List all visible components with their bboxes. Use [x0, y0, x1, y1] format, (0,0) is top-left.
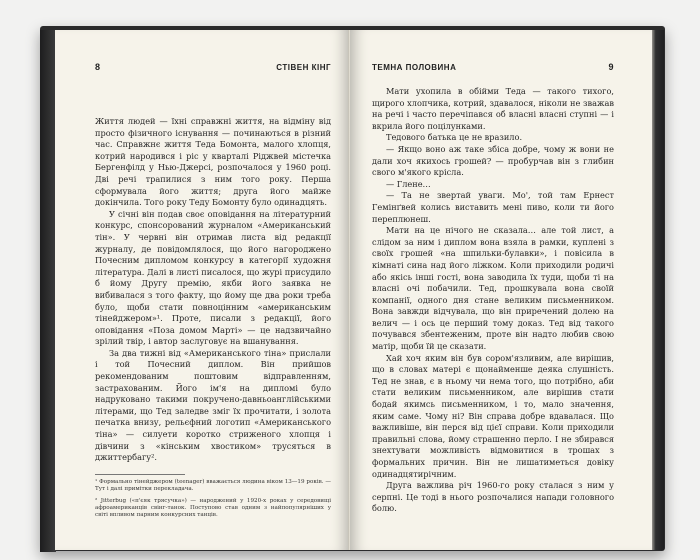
footnote-1: ¹ Формально тінейджером (teenager) вважається людина віком 13—19 років. — Тут і далі примітки перекладача. [95, 478, 331, 493]
right-page-body [372, 86, 614, 515]
right-paragraph-4: — Глене… [386, 178, 431, 189]
book-edge-left [40, 30, 56, 552]
footnote-2: ² Jitterbug («п'єяк трясучка») — народжений у 1920-х роках у середовищі афроамериканців свінг-танок. Поступово став одним з найпопулярніших у світі впливом парним конкурсних танців. [95, 497, 331, 519]
right-paragraph-1: Мати ухопила в обійми Теда — такого тихого, щирого хлопчика, котрий, здавалося, ніколи не зважав на речі і часто перечіпався об власні власні ступні — і вкрила його поцілунками. [372, 86, 614, 131]
right-page-header [372, 60, 614, 74]
left-page-header [95, 60, 331, 74]
left-paragraph-2: У січні він подав своє оповідання на літературний конкурс, спонсорований журналом «Американський тін». У червні він отримав листа від редакції журналу, де повідомлялося, що його нагороджено Почесним дипломом конкурсу в категорії художня література. Далі в листі писалося, що журі присудило б йому Другу премію, якби його заявка не вибивалася з того факту, що йому ще два роки треба було, щоби стати повноцінним «американським тінейджером»¹. Проте, писали з редакції, його оповідання «Поза домом Марті» — це надзвичайно зрілий твір, і автор заслуговує на вшанування. [95, 208, 331, 347]
right-page-number: 9 [608, 62, 614, 72]
right-paragraph-2: Тедового батька це не вразило. [386, 132, 523, 143]
right-paragraph-3: — Якщо воно аж таке збіса добре, чому ж вони не дали хоч якихось грошей? — пробурчав він з глибин свого м'якого крісла. [372, 143, 614, 178]
right-paragraph-5: — Та не звертай уваги. Мо', той там Ернест Гемінґвей колись виставить мені пиво, коли ти його переплюнеш. [372, 190, 614, 224]
left-paragraph-1: Життя людей — їхні справжні життя, на відміну від просто фізичного існування — починаються в різний час. Справжнє життя Теда Бомонта, малого хлопця, котрий народився і ріс у кварталі Ріджвей містечка Бергенфілд у Нью-Джерсі, розпочалося у 1960 році. Дві речі трапилися з ним того року. Перша сформувала його життя; друга його майже докінчила. Того року Теду Бомонту було одинадцять. [95, 116, 331, 208]
right-paragraph-6: Мати на це нічого не сказала… але той лист, а слідом за ним і диплом вона взяла в рамки, куплені з своїх грошей «на шпильки-булавки», і повісила в кімнаті сина над його ліжком. Коли приходили родичі або якісь інші гості, вона заводила їх туди, щоби ті на власні очі побачили. Тед, прошкувала вона своїй компанії, одного дня стане великим письменником. Вона завжди відчувала, що він приречений долею на велич — і ось це перший тому доказ. Тед від такого почувався збентеженим, проте він надто любив свою матір, щоби їй це сказати. [372, 225, 614, 352]
left-page-body [95, 116, 331, 464]
right-paragraph-8: Друга важлива річ 1960-го року сталася з ним у серпні. Це тоді в нього розпочалися напади головного болю. [372, 480, 614, 514]
footnote-divider [95, 474, 185, 475]
left-paragraph-3: За два тижні від «Американського тіна» прислали і той Почесний диплом. Він прийшов рекомендованим поштовим відправленням, застрахованим. Його ім'я на дипломі було надруковано такими покручено-давньоанглійськими літерами, що Тед заледве зміг їх прочитати, і золота печатка внизу, рельєфний логотип «Американського тіна» — силуети коротко стриженого хлопця і дівчини з «кінським хвостиком» трусяться в джиттербагу². [95, 347, 331, 463]
left-running-head: СТІВЕН КІНГ [276, 62, 331, 72]
left-page-number: 8 [95, 62, 101, 72]
book-edge-right [650, 30, 664, 550]
right-paragraph-7: Хай хоч яким він був сором'язливим, але вирішив, що в словах матері є щонайменше деяка слушність. Тед не знав, є в ньому чи нема того, що потрібно, аби стати великим письменником, але вирішив стати бодай якимсь письменником, і то, мало значення, яким саме. Чому ні? Він справа добре вдавалася. Що важливіше, він перся від цієї справи. Коли приходили правильні слова, йому страшенно перло. І не збирався знехтувати можливість відмовитися в трошах з формальних причин. Він не лишатиметься довіку одинадцятирічним. [372, 352, 614, 479]
right-running-head: ТЕМНА ПОЛОВИНА [372, 62, 457, 72]
right-page [350, 30, 652, 550]
left-page [55, 30, 349, 550]
